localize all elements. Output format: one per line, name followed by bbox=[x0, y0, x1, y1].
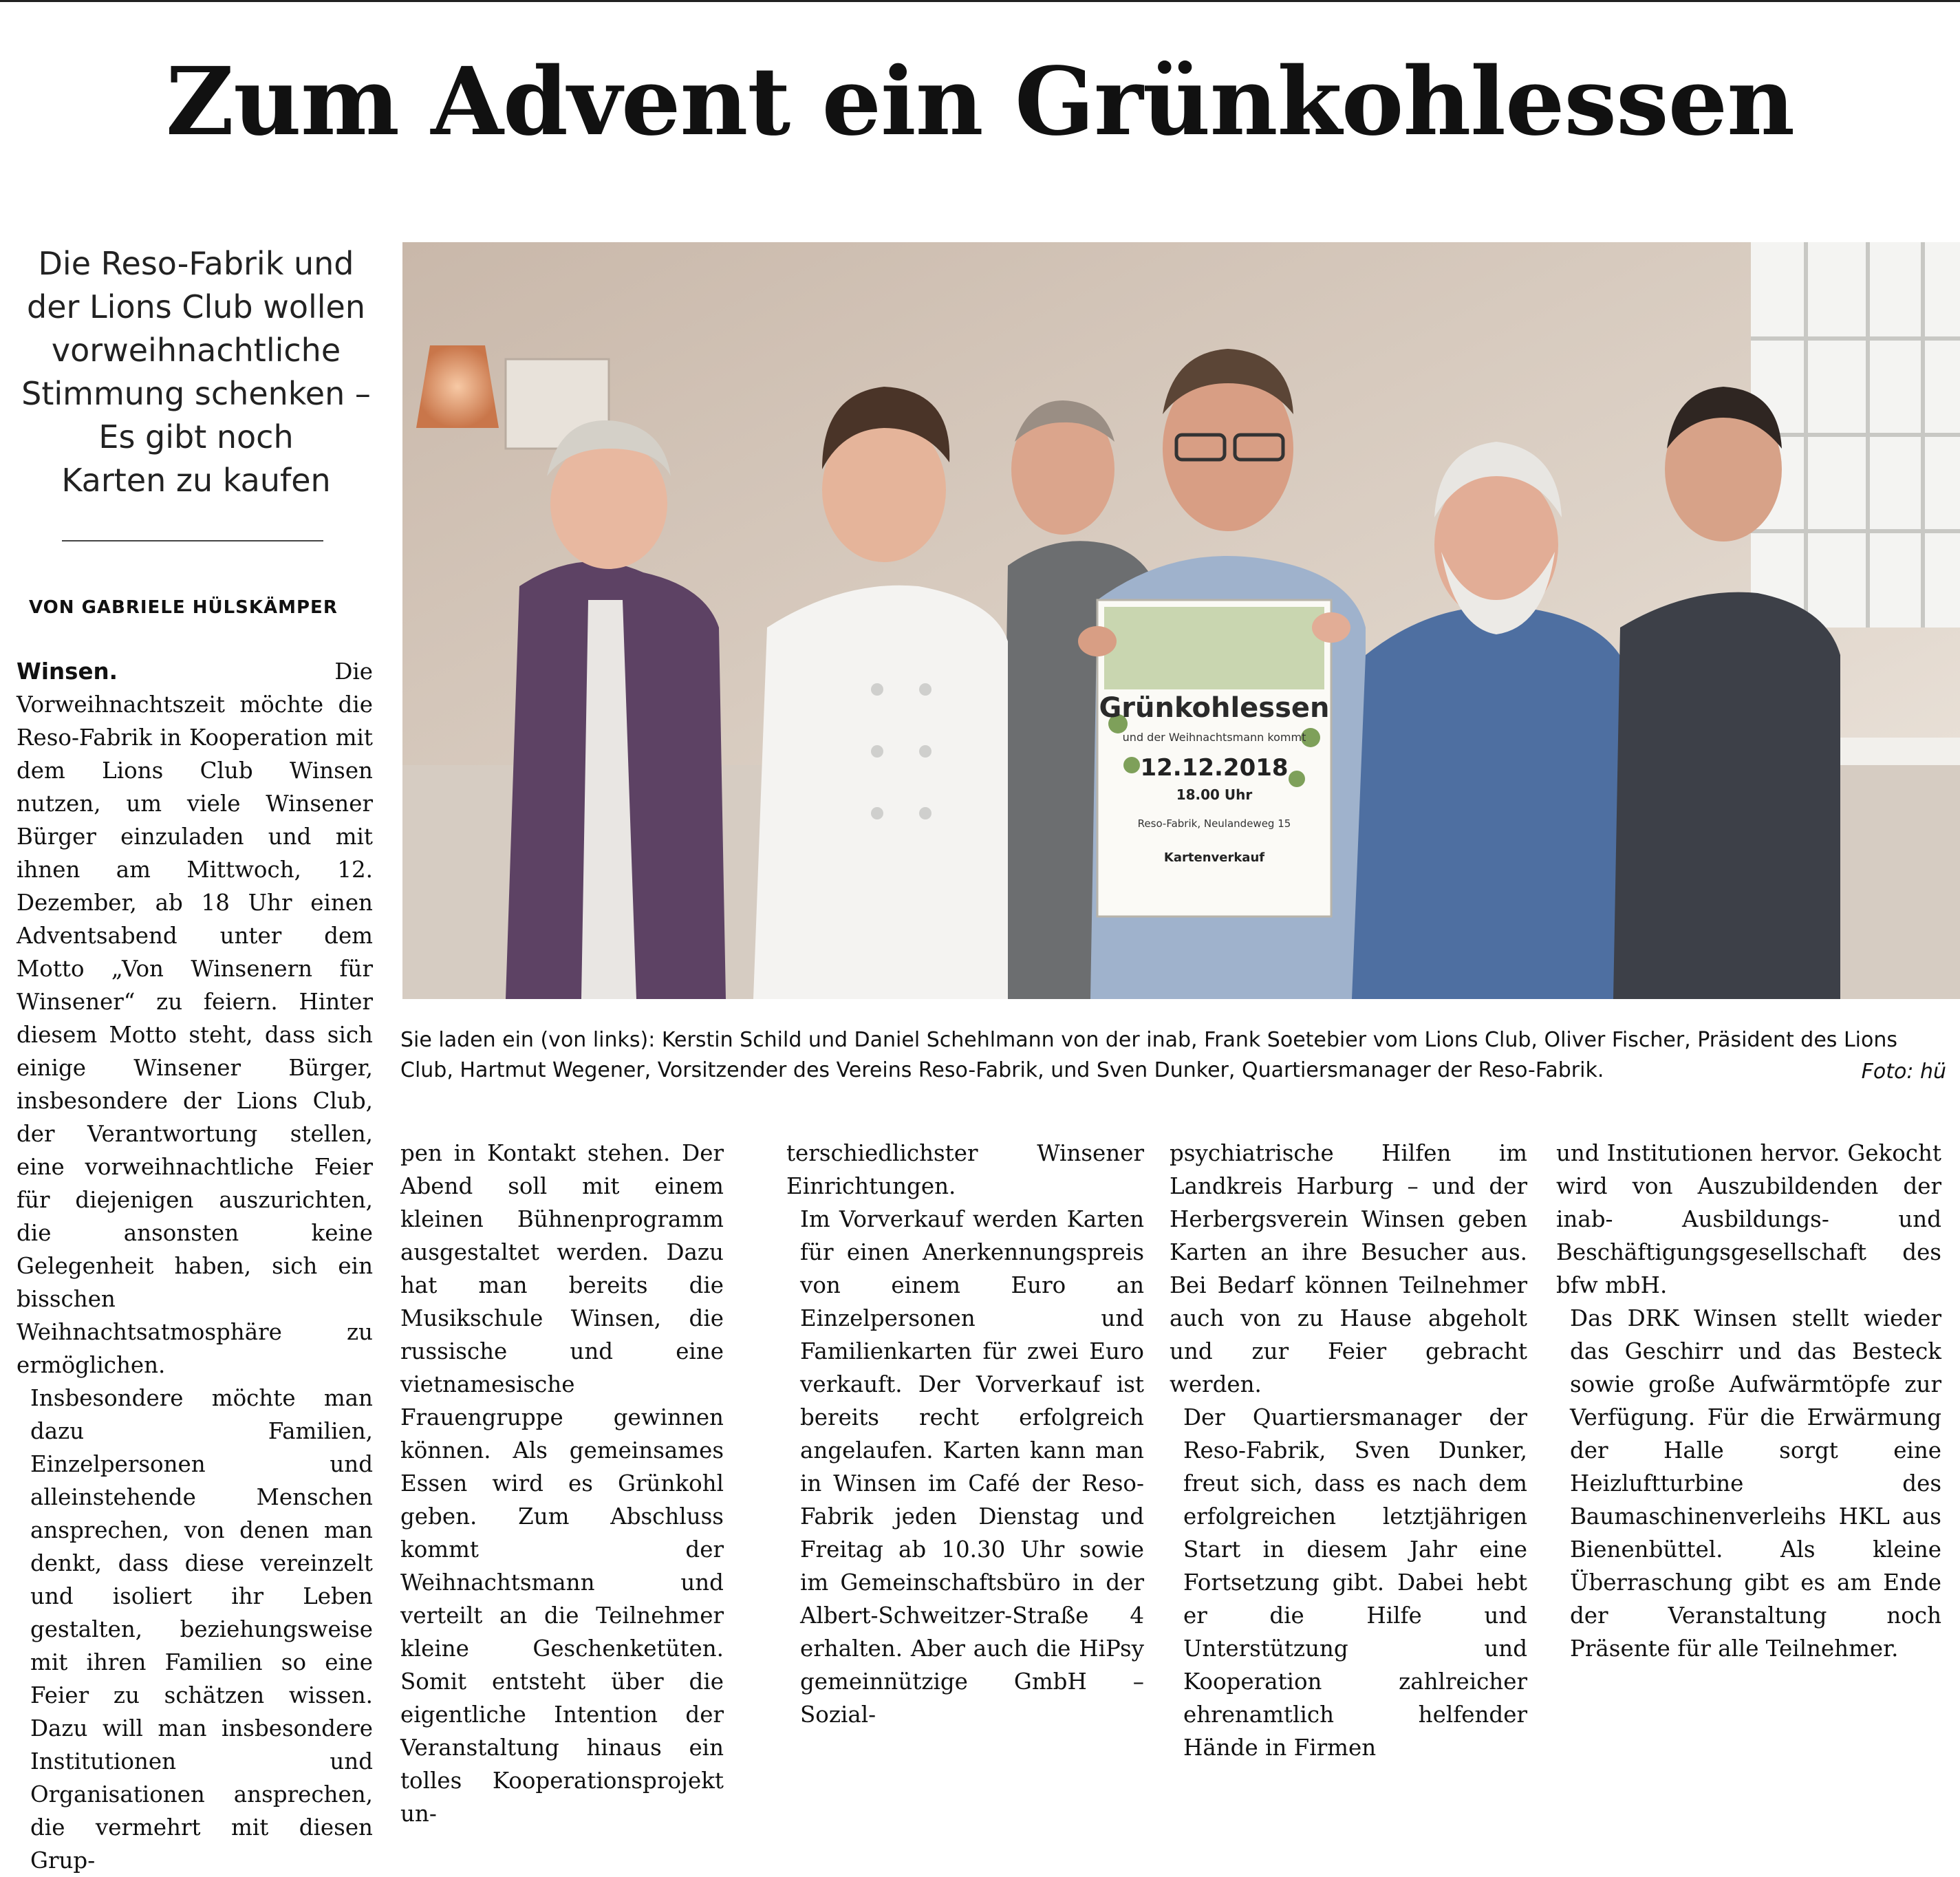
group-photo-illustration bbox=[402, 242, 1960, 999]
subhead-line: Karten zu kaufen bbox=[61, 462, 331, 499]
headline: Zum Advent ein Grünkohlessen bbox=[165, 47, 1795, 157]
subhead-line: Stimmung schenken – bbox=[21, 375, 371, 412]
byline: VON GABRIELE HÜLSKÄMPER bbox=[29, 597, 338, 618]
poster-sales: Kartenverkauf bbox=[1163, 850, 1265, 865]
poster-venue: Reso-Fabrik, Neulandeweg 15 bbox=[1137, 817, 1291, 830]
paragraph: Der Quartiersmanager der Reso-Fabrik, Sven Dunker, freut sich, dass es nach dem erfolgreichen letztjährigen Start in diesem Jahr eine Fortsetzung gibt. Dabei hebt er die Hilfe und Unterstützung und Kooperation zahlreicher ehrenamtlich helfender Hände in Firmen bbox=[1183, 1404, 1527, 1761]
subhead-line: vorweihnachtliche bbox=[51, 332, 341, 369]
hand-left bbox=[1078, 626, 1117, 656]
paragraph: Im Vorverkauf werden Karten für einen Anerkennungspreis von einem Euro an Einzelpersonen und Familienkarten für zwei Euro verkauft. Der Vorverkauf ist bereits recht erfolgreich angelaufen. Karten kann man in Winsen im Café der Reso-Fabrik jeden Dienstag und Freitag ab 10.30 Uhr sowie im Gemeinschaftsbüro in der Albert-Schweitzer-Straße 4 erhalten. Aber auch die HiPsy gemeinnützige GmbH – Sozial- bbox=[800, 1206, 1144, 1728]
subhead-line: Die Reso-Fabrik und bbox=[38, 245, 354, 282]
paragraph: terschiedlichster Winsener Einrichtungen. bbox=[786, 1140, 1144, 1199]
article-photo bbox=[402, 242, 1960, 999]
photo-credit: Foto: hü bbox=[1861, 1060, 1946, 1084]
paragraph: psychiatrische Hilfen im Landkreis Harburg – und der Herbergsverein Winsen geben Karten an ihre Besucher aus. Bei Bedarf können Teilnehmer auch von zu Hause abgeholt und zur Feier gebracht werden. bbox=[1170, 1140, 1527, 1397]
article-column-2 bbox=[400, 1137, 724, 1830]
article-column-4 bbox=[1170, 1137, 1527, 1764]
article-column-5 bbox=[1556, 1137, 1941, 1665]
poster-subtitle: und der Weihnachtsmann kommt bbox=[1122, 731, 1306, 744]
photo-caption: Sie laden ein (von links): Kerstin Schild und Daniel Schehlmann von der inab, Frank Soetebier vom Lions Club, Oliver Fischer, Präsident des Lions Club, Hartmut Wegener, Vorsitzender des Vereins Reso-Fabrik, und Sven Dunker, Quartiersmanager der Reso-Fabrik. bbox=[400, 1028, 1897, 1082]
subhead-line: Es gibt noch bbox=[98, 418, 294, 455]
paragraph: Das DRK Winsen stellt wieder das Geschirr und das Besteck sowie große Aufwärmtöpfe zur Verfügung. Für die Erwärmung der Halle sorgt eine Heizluftturbine des Baumaschinenverleihs HKL aus Bienenbüttel. Als kleine Überraschung gibt es am Ende der Veranstaltung noch Präsente für alle Teilnehmer. bbox=[1570, 1305, 1941, 1662]
dateline: Winsen. bbox=[17, 658, 118, 685]
poster-date: 12.12.2018 bbox=[1140, 754, 1289, 782]
article-column-3 bbox=[786, 1137, 1144, 1731]
top-rule bbox=[0, 0, 1960, 2]
poster-title: Grünkohlessen bbox=[1099, 692, 1330, 724]
lamp bbox=[416, 345, 499, 428]
subhead-divider bbox=[62, 540, 323, 541]
article-column-1 bbox=[17, 655, 373, 1874]
paragraph-text: Die Vorweihnachtszeit möchte die Reso-Fabrik in Kooperation mit dem Lions Club Winsen nutzen, um viele Winsener Bürger einzuladen und mit ihnen am Mittwoch, 12. Dezember, ab 18 Uhr einen Adventsabend unter dem Motto „Von Winsenern für Winsener“ zu feiern. Hinter diesem Motto steht, dass sich einige Winsener Bürger, insbesondere der Lions Club, der Verantwortung stellen, eine vorweihnachtliche Feier für diejenigen auszurichten, die ansonsten keine Gelegenheit haben, sich ein bisschen Weihnachtsatmosphäre zu ermöglichen. bbox=[17, 658, 373, 1378]
poster-time: 18.00 Uhr bbox=[1176, 786, 1253, 803]
paragraph bbox=[17, 655, 373, 1382]
event-poster bbox=[1097, 600, 1331, 916]
hand-right bbox=[1312, 612, 1350, 643]
paragraph: und Institutionen hervor. Gekocht wird von Auszubildenden der inab- Ausbildungs- und Beschäftigungsgesellschaft des bfw mbH. bbox=[1556, 1140, 1941, 1298]
subheadline bbox=[14, 242, 378, 502]
paragraph: Insbesondere möchte man dazu Familien, Einzelpersonen und alleinstehende Menschen ansprechen, von denen man denkt, dass diese vereinzelt und isoliert ihr Leben gestalten, beziehungsweise mit ihren Familien so eine Feier zu schätzen wissen. Dazu will man insbesondere Institutionen und Organisationen ansprechen, die vermehrt mit diesen Grup- bbox=[30, 1385, 373, 1874]
subhead-line: der Lions Club wollen bbox=[27, 288, 365, 325]
paragraph: pen in Kontakt stehen. Der Abend soll mit einem kleinen Bühnenprogramm ausgestaltet werden. Dazu hat man bereits die Musikschule Winsen, die russische und eine vietnamesische Frauengruppe gewinnen können. Als gemeinsames Essen wird es Grünkohl geben. Zum Abschluss kommt der Weihnachtsmann und verteilt an die Teilnehmer kleine Geschenketüten. Somit entsteht über die eigentliche Intention der Veranstaltung hinaus ein tolles Kooperationsprojekt un- bbox=[400, 1140, 724, 1827]
